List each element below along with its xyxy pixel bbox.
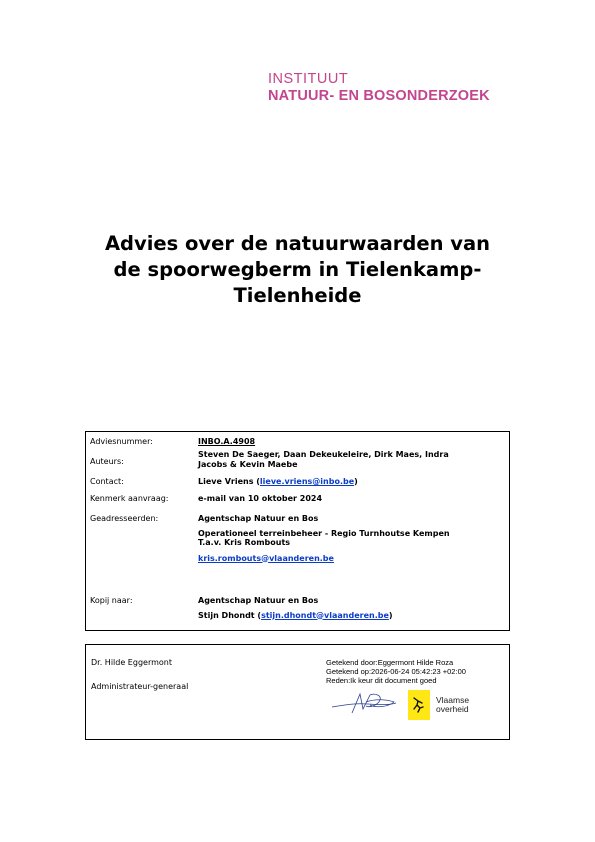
kopij-label: Kopij naar: [90,596,133,605]
signature-box [85,644,510,740]
signed-reason: Reden:Ik keur dit document goed [326,676,437,685]
auteurs-line-2: Jacobs & Kevin Maebe [198,459,298,469]
title-line-1: Advies over de natuurwaarden van [104,232,491,255]
geadr-email-link[interactable]: kris.rombouts@vlaanderen.be [198,553,334,563]
title-line-3: Tielenheide [233,284,362,307]
geadresseerden-value [198,514,505,563]
advice-info-box [85,431,510,631]
kopij-close: ) [388,610,393,620]
flemish-lion-icon [408,690,430,720]
vlaamse-line-1: Vlaamse [436,694,470,705]
handwritten-signature-icon [330,691,400,717]
kopij-email-link[interactable]: stijn.dhondt@vlaanderen.be [261,610,389,620]
auteurs-line-1: Steven De Saeger, Daan Dekeukeleire, Dirk Maes, Indra [198,450,449,459]
contact-close: ) [354,477,358,486]
contact-email-link[interactable]: lieve.vriens@inbo.be [259,477,355,486]
contact-value [198,477,505,487]
kopij-line-1: Agentschap Natuur en Bos [198,596,319,605]
title-line-2: de spoorwegberm in Tielenkamp- [113,258,482,281]
signatory-role: Administrateur-generaal [91,682,189,691]
kenmerk-value: e-mail van 10 oktober 2024 [198,494,323,503]
kenmerk-label: Kenmerk aanvraag: [90,494,169,503]
vlaamse-overheid-text [436,696,469,715]
adviesnummer-value: INBO.A.4908 [198,437,256,446]
vlaamse-line-2: overheid [436,704,469,714]
geadr-line-2: Operationeel terreinbeheer - Regio Turnhoutse Kempen [198,528,450,538]
logo-line-1: INSTITUUT [268,71,349,87]
signed-by: Getekend door:Eggermont Hilde Roza [326,658,454,667]
auteurs-label: Auteurs: [90,457,124,466]
kopij-name: Stijn Dhondt ( [198,610,262,620]
geadr-line-3: T.a.v. Kris Rombouts [198,538,291,547]
logo-line-2: NATUUR- EN BOSONDERZOEK [268,88,490,104]
signed-on: Getekend op:2026-06-24 05:42:23 +02:00 [326,667,466,676]
document-title [60,231,535,309]
digital-signature-info [326,658,466,685]
contact-name: Lieve Vriens ( [198,477,260,486]
kopij-value [198,596,505,620]
contact-label: Contact: [90,477,124,486]
vlaamse-overheid-logo [408,689,490,721]
signatory-name: Dr. Hilde Eggermont [91,658,172,667]
geadr-line-1: Agentschap Natuur en Bos [198,514,319,523]
geadresseerden-label: Geadresseerden: [90,514,159,523]
auteurs-value [198,450,505,469]
inbo-logo [268,71,490,105]
adviesnummer-label: Adviesnummer: [90,437,153,446]
